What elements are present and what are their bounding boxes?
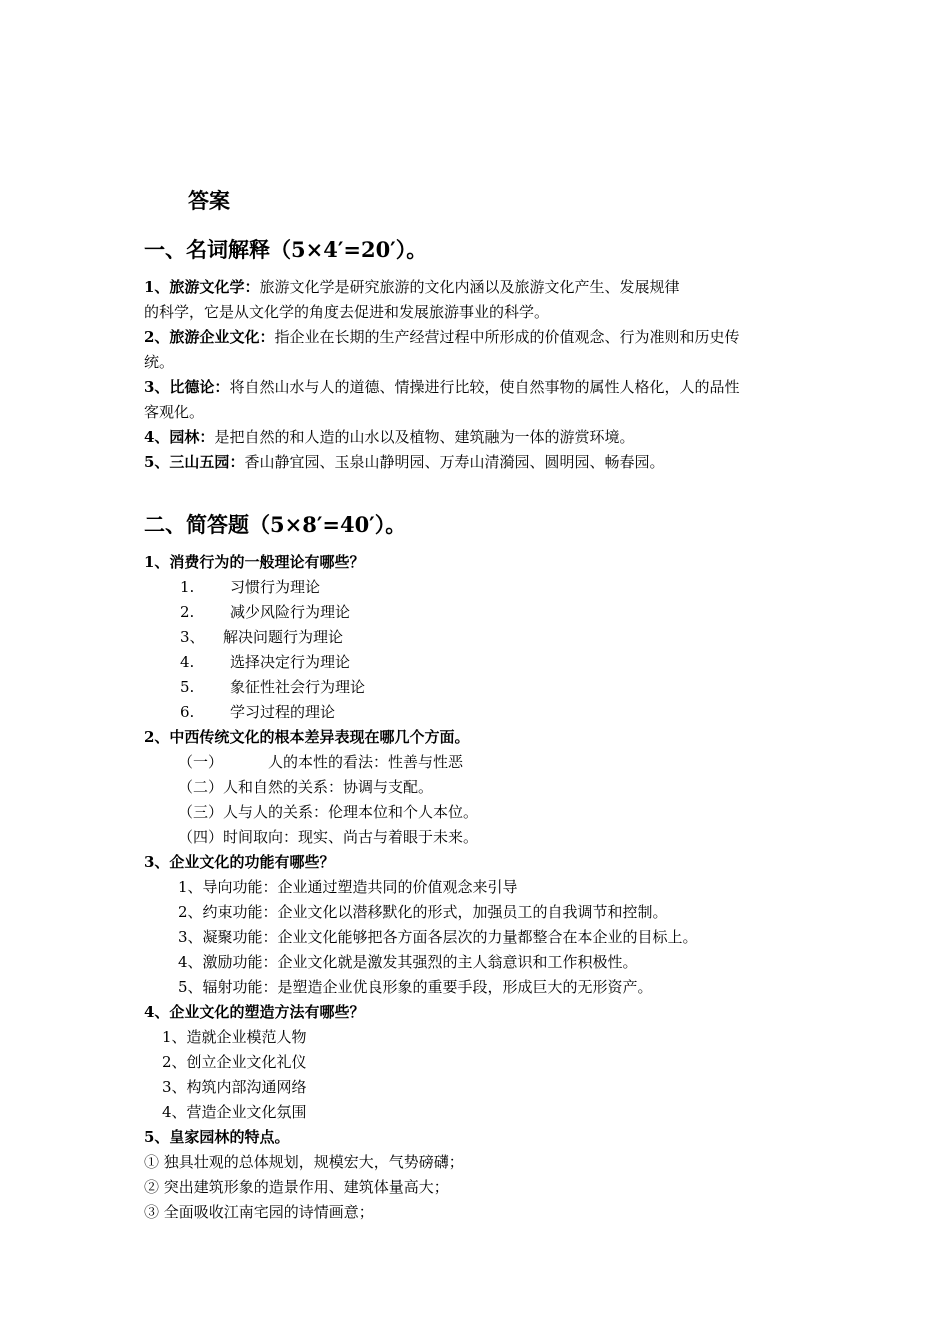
list-number: 3、	[180, 628, 205, 646]
list-text: 学习过程的理论	[230, 703, 336, 721]
definition-text: 是把自然的和人造的山水以及植物、建筑融为一体的游赏环境。	[214, 428, 635, 446]
question-1: 1、消费行为的一般理论有哪些？	[144, 553, 365, 571]
list-item: （四）时间取向：现实、尚古与着眼于未来。	[178, 828, 479, 846]
definition-item	[144, 377, 739, 397]
list-text: 人的本性的看法：性善与性恶	[268, 753, 464, 771]
list-item	[180, 577, 320, 597]
definition-item	[144, 277, 679, 297]
definition-continuation: 的科学，它是从文化学的角度去促进和发展旅游事业的科学。	[144, 303, 550, 321]
question-2: 2、中西传统文化的根本差异表现在哪几个方面。	[144, 728, 470, 746]
question-4: 4、企业文化的塑造方法有哪些？	[144, 1003, 365, 1021]
definition-text: 旅游文化学是研究旅游的文化内涵以及旅游文化产生、发展规律	[259, 278, 680, 296]
list-item: 3、凝聚功能：企业文化能够把各方面各层次的力量都整合在本企业的目标上。	[178, 928, 698, 946]
list-item	[180, 702, 335, 722]
list-item	[178, 752, 463, 772]
list-item: 5、辐射功能：是塑造企业优良形象的重要手段，形成巨大的无形资产。	[178, 978, 653, 996]
list-item	[180, 602, 350, 622]
list-number: 5.	[180, 678, 195, 696]
definition-term: 5、三山五园：	[144, 453, 245, 471]
list-number: 6.	[180, 703, 195, 721]
definition-text: 将自然山水与人的道德、情操进行比较，使自然事物的属性人格化，人的品性	[229, 378, 740, 396]
definition-item	[144, 427, 634, 447]
list-item	[180, 627, 343, 647]
definition-item	[144, 327, 739, 347]
list-item: 3、构筑内部沟通网络	[162, 1078, 307, 1096]
list-item	[180, 677, 365, 697]
list-item: 1、导向功能：企业通过塑造共同的价值观念来引导	[178, 878, 518, 896]
definition-continuation: 客观化。	[144, 403, 205, 421]
list-item: ② 突出建筑形象的造景作用、建筑体量高大；	[144, 1178, 449, 1196]
list-text: 习惯行为理论	[230, 578, 321, 596]
question-5: 5、皇家园林的特点。	[144, 1128, 290, 1146]
list-item: 4、激励功能：企业文化就是激发其强烈的主人翁意识和工作积极性。	[178, 953, 638, 971]
definition-term: 4、园林：	[144, 428, 215, 446]
list-number: （一）	[178, 753, 224, 771]
definition-item	[144, 452, 664, 472]
list-item: 4、营造企业文化氛围	[162, 1103, 307, 1121]
list-item: （二）人和自然的关系：协调与支配。	[178, 778, 434, 796]
page-title: 答案	[188, 188, 230, 213]
list-number: 4.	[180, 653, 195, 671]
list-item: ③ 全面吸收江南宅园的诗情画意；	[144, 1203, 374, 1221]
definition-text: 指企业在长期的生产经营过程中所形成的价值观念、行为准则和历史传	[274, 328, 740, 346]
list-item: ① 独具壮观的总体规划，规模宏大，气势磅礴；	[144, 1153, 464, 1171]
list-item: （三）人与人的关系：伦理本位和个人本位。	[178, 803, 479, 821]
list-number: 2.	[180, 603, 195, 621]
list-item: 2、创立企业文化礼仪	[162, 1053, 307, 1071]
list-text: 解决问题行为理论	[223, 628, 344, 646]
list-item	[180, 652, 350, 672]
list-text: 减少风险行为理论	[230, 603, 351, 621]
list-number: 1.	[180, 578, 195, 596]
list-item: 1、造就企业模范人物	[162, 1028, 307, 1046]
list-text: 象征性社会行为理论	[230, 678, 366, 696]
list-item: 2、约束功能：企业文化以潜移默化的形式，加强员工的自我调节和控制。	[178, 903, 668, 921]
section1-heading: 一、名词解释（5×4′=20′）。	[144, 237, 428, 262]
list-text: 选择决定行为理论	[230, 653, 351, 671]
question-3: 3、企业文化的功能有哪些？	[144, 853, 335, 871]
definition-term: 2、旅游企业文化：	[144, 328, 275, 346]
definition-term: 3、比德论：	[144, 378, 230, 396]
definition-text: 香山静宜园、玉泉山静明园、万寿山清漪园、圆明园、畅春园。	[244, 453, 665, 471]
definition-term: 1、旅游文化学：	[144, 278, 260, 296]
definition-continuation: 统。	[144, 353, 175, 371]
section2-heading: 二、简答题（5×8′=40′）。	[144, 512, 407, 537]
